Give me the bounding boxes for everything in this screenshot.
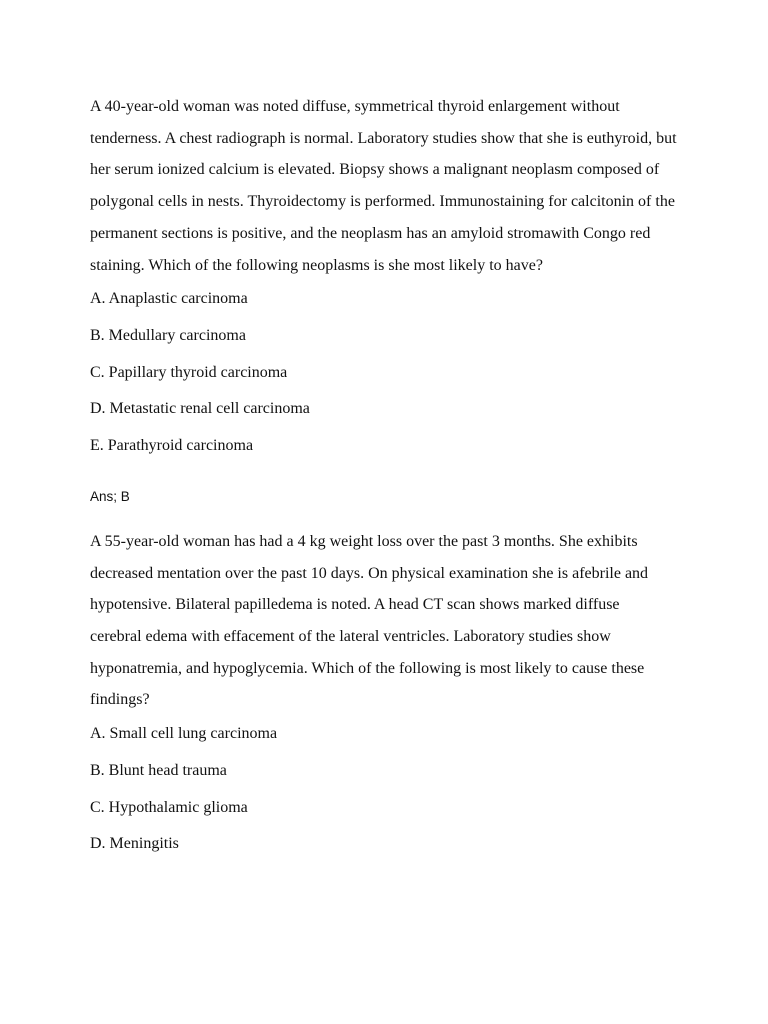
- option-b: B. Medullary carcinoma: [90, 326, 246, 344]
- option-b: B. Blunt head trauma: [90, 761, 227, 779]
- option-a: A. Small cell lung carcinoma: [90, 725, 278, 743]
- answer-key: Ans; B: [90, 488, 130, 504]
- answer-options: [90, 289, 690, 456]
- option-a: A. Anaplastic carcinoma: [90, 290, 248, 308]
- question-stem: A 55-year-old woman has had a 4 kg weight loss over the past 3 months. She exhibits decreased mentation over the past 10 days. On physical examination she is afebrile and hypotensive. Bilateral papilledema is noted. A head CT scan shows marked diffuse cerebral edema with effacement of the lateral ventricles. Laboratory studies show hyponatremia, and hypoglycemia. Which of the following is most likely to cause these findings?: [90, 532, 649, 709]
- option-c: C. Papillary thyroid carcinoma: [90, 363, 288, 381]
- option-e: E. Parathyroid carcinoma: [90, 436, 254, 454]
- option-d: D. Meningitis: [90, 835, 179, 853]
- answer-options: [90, 724, 690, 854]
- document-page: [90, 91, 690, 854]
- question-stem: A 40-year-old woman was noted diffuse, symmetrical thyroid enlargement without tenderness. A chest radiograph is normal. Laboratory studies show that she is euthyroid, but her serum ionized calcium is elevated. Biopsy shows a malignant neoplasm composed of polygonal cells in nests. Thyroidectomy is performed. Immunostaining for calcitonin of the permanent sections is positive, and the neoplasm has an amyloid stromawith Congo red staining. Which of the following neoplasms is she most likely to have?: [90, 98, 677, 274]
- option-c: C. Hypothalamic glioma: [90, 798, 248, 816]
- option-d: D. Metastatic renal cell carcinoma: [90, 400, 310, 418]
